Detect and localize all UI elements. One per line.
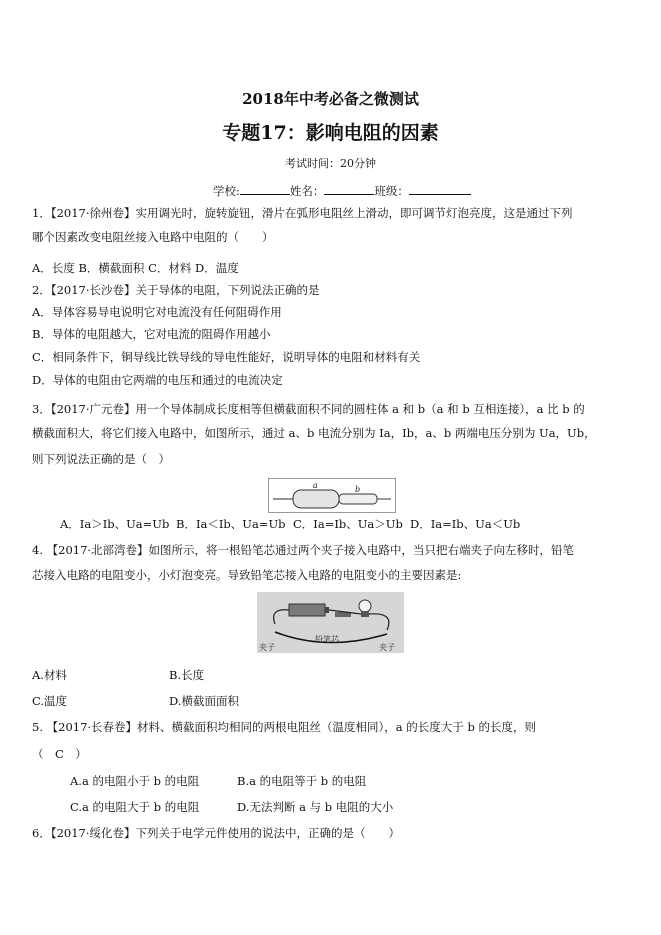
label-pencil-lead: 铅笔芯 bbox=[315, 635, 339, 644]
q2-option-c: C．相同条件下，铜导线比铁导线的导电性能好，说明导体的电阻和材料有关 bbox=[32, 350, 421, 364]
exam-time: 考试时间：20分钟 bbox=[285, 157, 376, 170]
q1-line1: 1．【2017·徐州卷】实用调光时，旋转旋钮，滑片在弧形电阻丝上滑动，即可调节灯泡亮度，这是通过下列 bbox=[32, 206, 573, 220]
label-clip-left: 夹子 bbox=[259, 643, 275, 652]
conductor-figure bbox=[268, 478, 396, 513]
q4-option-c: C.温度 bbox=[32, 694, 68, 708]
q5-option-a: A.a 的电阻小于 b 的电阻 bbox=[70, 774, 200, 788]
q4-line1: 4. 【2017·北部湾卷】如图所示，将一根铅笔芯通过两个夹子接入电路中，当只把右端夹子向左移时，铅笔 bbox=[32, 543, 575, 557]
q3-line2: 横截面积大，将它们接入电路中，如图所示，通过 a、b 电流分别为 Ia，Ib，a、b 两端电压分别为 Ua，Ub， bbox=[32, 426, 596, 440]
label-a: a bbox=[313, 481, 318, 490]
q5-option-d: D.无法判断 a 与 b 电阻的大小 bbox=[237, 800, 394, 814]
q3-option-a: A．Ia＞Ib、Ua=Ub bbox=[60, 517, 170, 531]
q4-line2: 芯接入电路的电阻变小，小灯泡变亮。导致铅笔芯接入电路的电阻变小的主要因素是: bbox=[32, 568, 462, 582]
class-label: 班级： bbox=[374, 184, 409, 198]
q5-option-b: B.a 的电阻等于 b 的电阻 bbox=[237, 774, 367, 788]
q3-line1: 3．【2017·广元卷】用一个导体制成长度相等但横截面积不同的圆柱体 a 和 b（a 和 b 互相连接），a 比 b 的 bbox=[32, 402, 585, 416]
q3-option-c: C．Ia=Ib、Ua＞Ub bbox=[293, 517, 403, 531]
q2-option-d: D．导体的电阻由它两端的电压和通过的电流决定 bbox=[32, 373, 283, 387]
class-blank[interactable] bbox=[409, 182, 471, 195]
q4-option-a: A.材料 bbox=[32, 668, 67, 682]
q2-option-a: A．导体容易导电说明它对电流没有任何阻碍作用 bbox=[32, 305, 282, 319]
topic-title: 专题17：影响电阻的因素 bbox=[222, 122, 439, 144]
q1-options: A．长度 B．横截面积 C．材料 D．温度 bbox=[32, 261, 239, 275]
paper-title: 2018年中考必备之微测试 bbox=[242, 90, 419, 108]
q2-option-b: B．导体的电阻越大，它对电流的阻碍作用越小 bbox=[32, 327, 271, 341]
q3-line3: 则下列说法正确的是（ ） bbox=[32, 452, 170, 466]
label-b: b bbox=[355, 485, 361, 494]
q1-line2: 哪个因素改变电阻丝接入电路中电阻的（ ） bbox=[32, 230, 274, 244]
q3-option-b: B．Ia＜Ib、Ua=Ub bbox=[176, 517, 286, 531]
q6-line1: 6．【2017·绥化卷】下列关于电学元件使用的说法中，正确的是（ ） bbox=[32, 826, 400, 840]
q5-answer: （ C ） bbox=[32, 747, 87, 761]
student-info-line bbox=[213, 182, 471, 199]
q5-line1: 5. 【2017·长春卷】材料、横截面积均相同的两根电阻丝（温度相同），a 的长度大于 b 的长度，则 bbox=[32, 720, 536, 734]
q5-option-c: C.a 的电阻大于 b 的电阻 bbox=[70, 800, 200, 814]
q4-option-d: D.横截面面积 bbox=[169, 694, 239, 708]
school-blank[interactable] bbox=[240, 182, 290, 195]
name-label: 姓名： bbox=[289, 184, 325, 198]
label-clip-right: 夹子 bbox=[379, 643, 395, 652]
q2-stem: 2．【2017·长沙卷】关于导体的电阻，下列说法正确的是 bbox=[32, 283, 320, 297]
q3-option-d: D．Ia=Ib、Ua＜Ub bbox=[410, 517, 521, 531]
q4-option-b: B.长度 bbox=[169, 668, 205, 682]
school-label: 学校: bbox=[213, 184, 240, 198]
name-blank[interactable] bbox=[324, 182, 374, 195]
pencil-lead-circuit-figure bbox=[257, 592, 404, 653]
